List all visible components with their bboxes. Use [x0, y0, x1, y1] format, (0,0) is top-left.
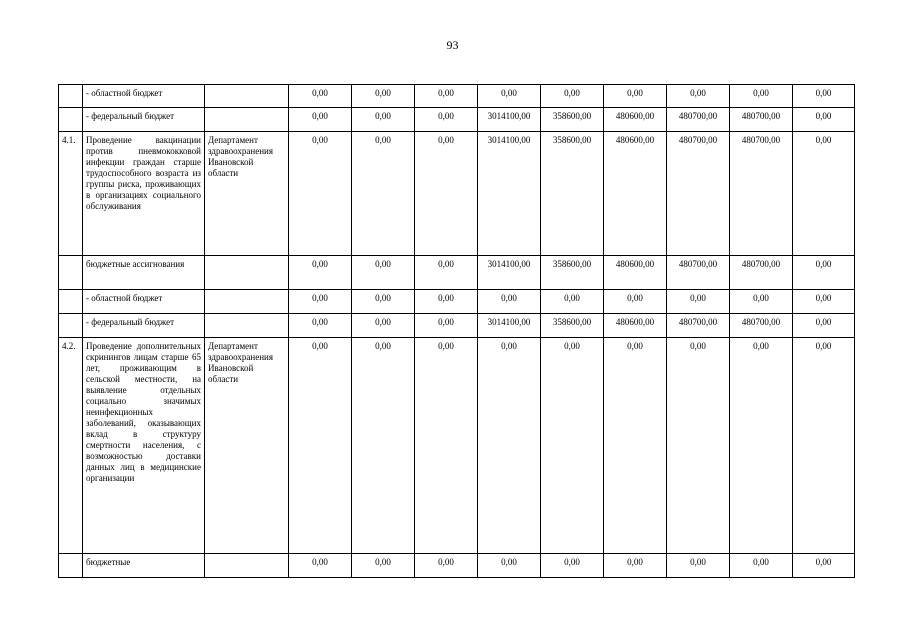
value-cell: 0,00	[730, 338, 793, 554]
value-cell: 0,00	[604, 338, 667, 554]
row-number	[59, 314, 83, 338]
value-cell: 0,00	[541, 290, 604, 314]
value-cell: 0,00	[415, 256, 478, 290]
value-cell: 0,00	[352, 290, 415, 314]
row-name: - федеральный бюджет	[83, 314, 205, 338]
value-cell: 3014100,00	[478, 132, 541, 256]
value-cell: 0,00	[478, 554, 541, 578]
value-cell: 0,00	[793, 290, 855, 314]
row-executor	[205, 85, 289, 108]
value-cell: 0,00	[541, 554, 604, 578]
value-cell: 0,00	[730, 290, 793, 314]
value-cell: 358600,00	[541, 108, 604, 132]
table-row	[59, 314, 855, 338]
value-cell: 480700,00	[730, 132, 793, 256]
row-number: 4.2.	[59, 338, 83, 554]
table-row	[59, 85, 855, 108]
row-executor	[205, 256, 289, 290]
value-cell: 0,00	[604, 554, 667, 578]
row-number: 4.1.	[59, 132, 83, 256]
budget-table	[58, 84, 855, 578]
value-cell: 0,00	[289, 256, 352, 290]
value-cell: 0,00	[289, 314, 352, 338]
value-cell: 0,00	[415, 314, 478, 338]
value-cell: 3014100,00	[478, 256, 541, 290]
value-cell: 480600,00	[604, 256, 667, 290]
row-number	[59, 290, 83, 314]
row-executor: Департамент здравоохранения Ивановской области	[205, 132, 289, 256]
value-cell: 0,00	[730, 85, 793, 108]
value-cell: 0,00	[415, 85, 478, 108]
value-cell: 480700,00	[730, 256, 793, 290]
value-cell: 0,00	[667, 290, 730, 314]
value-cell: 0,00	[541, 85, 604, 108]
row-name: - областной бюджет	[83, 290, 205, 314]
value-cell: 480700,00	[730, 314, 793, 338]
value-cell: 0,00	[667, 338, 730, 554]
value-cell: 0,00	[415, 108, 478, 132]
value-cell: 0,00	[604, 85, 667, 108]
row-number	[59, 85, 83, 108]
value-cell: 0,00	[352, 338, 415, 554]
value-cell: 480600,00	[604, 132, 667, 256]
value-cell: 0,00	[793, 314, 855, 338]
value-cell: 0,00	[352, 256, 415, 290]
value-cell: 0,00	[415, 554, 478, 578]
value-cell: 3014100,00	[478, 314, 541, 338]
value-cell: 0,00	[289, 108, 352, 132]
value-cell: 480700,00	[667, 132, 730, 256]
value-cell: 0,00	[289, 132, 352, 256]
value-cell: 0,00	[415, 290, 478, 314]
value-cell: 0,00	[667, 554, 730, 578]
row-name: бюджетные ассигнования	[83, 256, 205, 290]
value-cell: 358600,00	[541, 314, 604, 338]
table-body	[59, 85, 855, 578]
row-executor	[205, 290, 289, 314]
value-cell: 0,00	[478, 338, 541, 554]
row-number	[59, 554, 83, 578]
value-cell: 0,00	[352, 108, 415, 132]
table-row	[59, 290, 855, 314]
value-cell: 0,00	[604, 290, 667, 314]
value-cell: 0,00	[730, 554, 793, 578]
value-cell: 0,00	[793, 132, 855, 256]
value-cell: 0,00	[793, 108, 855, 132]
value-cell: 3014100,00	[478, 108, 541, 132]
value-cell: 0,00	[478, 85, 541, 108]
row-name: - федеральный бюджет	[83, 108, 205, 132]
row-number	[59, 108, 83, 132]
row-name: Проведение дополнительных скринингов лицам старше 65 лет, проживающим в сельской местности, на выявление отдельных социально значимых неинфекционных заболеваний, оказывающих вклад в структуру смертности населения, с возможностью доставки данных лиц в медицинские организации	[83, 338, 205, 554]
row-executor: Департамент здравоохранения Ивановской области	[205, 338, 289, 554]
value-cell: 0,00	[793, 85, 855, 108]
page-number: 93	[446, 38, 459, 52]
value-cell: 480600,00	[604, 314, 667, 338]
value-cell: 480700,00	[667, 108, 730, 132]
value-cell: 0,00	[793, 554, 855, 578]
value-cell: 0,00	[478, 290, 541, 314]
value-cell: 0,00	[793, 256, 855, 290]
value-cell: 358600,00	[541, 256, 604, 290]
value-cell: 0,00	[289, 290, 352, 314]
value-cell: 480600,00	[604, 108, 667, 132]
value-cell: 0,00	[289, 338, 352, 554]
value-cell: 0,00	[415, 132, 478, 256]
value-cell: 480700,00	[730, 108, 793, 132]
row-executor	[205, 314, 289, 338]
row-name: - областной бюджет	[83, 85, 205, 108]
value-cell: 0,00	[352, 314, 415, 338]
value-cell: 0,00	[289, 85, 352, 108]
value-cell: 480700,00	[667, 314, 730, 338]
value-cell: 0,00	[352, 132, 415, 256]
value-cell: 0,00	[352, 85, 415, 108]
value-cell: 0,00	[415, 338, 478, 554]
table-row	[59, 132, 855, 256]
table-row	[59, 338, 855, 554]
row-name: Проведение вакцинации против пневмококковой инфекции граждан старше трудоспособного возраста из группы риска, проживающих в организациях социального обслуживания	[83, 132, 205, 256]
value-cell: 0,00	[352, 554, 415, 578]
table-row	[59, 108, 855, 132]
value-cell: 0,00	[289, 554, 352, 578]
table-row	[59, 256, 855, 290]
value-cell: 0,00	[667, 85, 730, 108]
value-cell: 480700,00	[667, 256, 730, 290]
value-cell: 0,00	[541, 338, 604, 554]
value-cell: 0,00	[793, 338, 855, 554]
row-number	[59, 256, 83, 290]
row-name: бюджетные	[83, 554, 205, 578]
value-cell: 358600,00	[541, 132, 604, 256]
row-executor	[205, 108, 289, 132]
row-executor	[205, 554, 289, 578]
table-row	[59, 554, 855, 578]
